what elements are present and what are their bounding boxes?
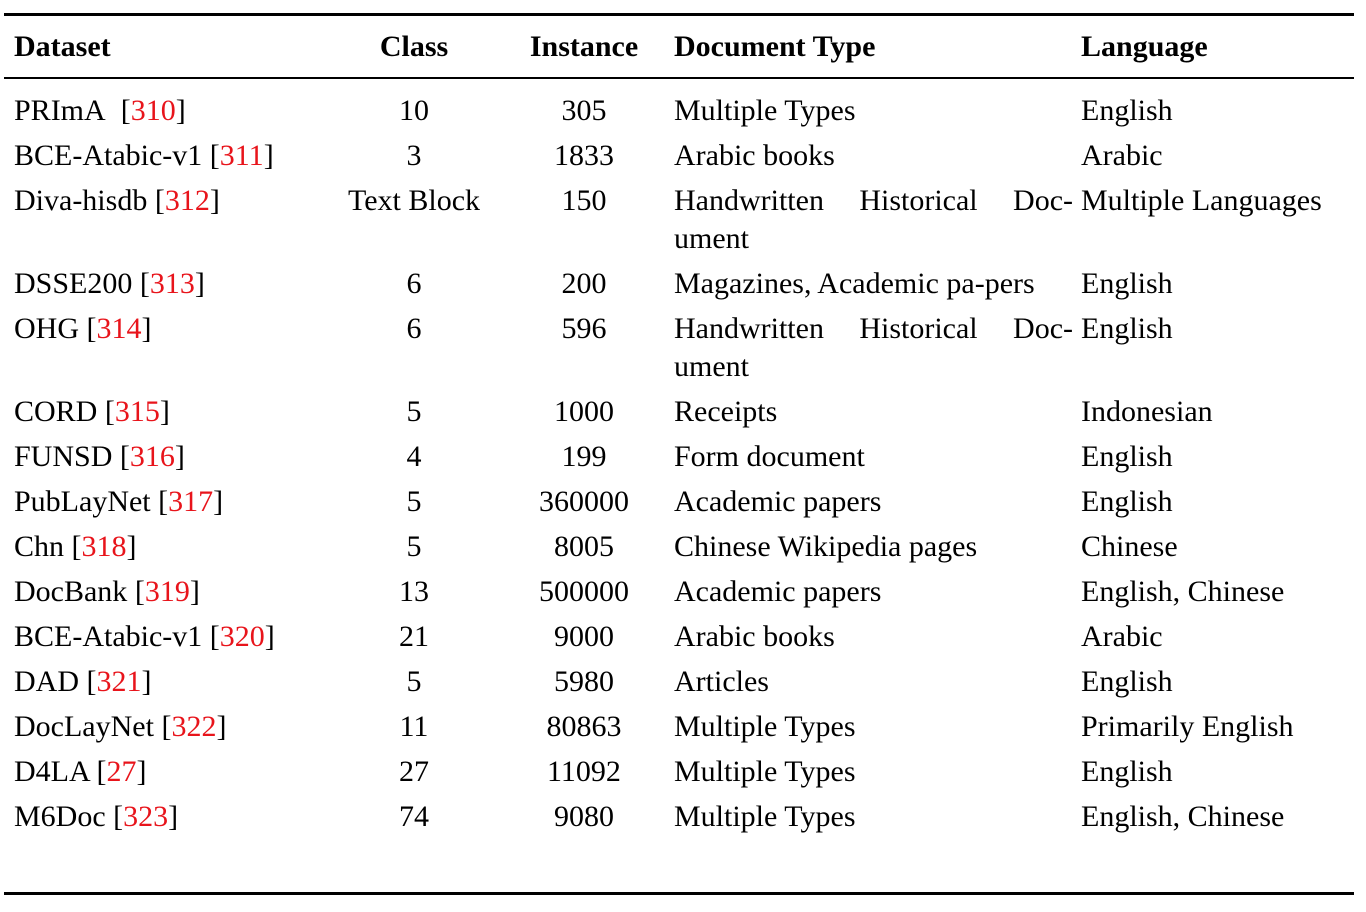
table-row	[0, 573, 1366, 618]
dataset-name: OHG	[14, 312, 79, 345]
instance-cell: 360000	[539, 485, 629, 518]
header-language: Language	[1081, 30, 1208, 63]
instance-cell: 596	[561, 312, 607, 345]
dataset-cell: DAD [321]	[14, 665, 152, 698]
citation-link[interactable]: 318	[81, 530, 127, 563]
table-row	[0, 663, 1366, 708]
citation-link[interactable]: 317	[168, 485, 214, 518]
language-cell: English	[1081, 440, 1173, 473]
instance-cell: 11092	[547, 755, 621, 788]
document-type-cell: Receipts	[674, 395, 778, 428]
table-row	[0, 483, 1366, 528]
table-row	[0, 798, 1366, 843]
dataset-name: DAD	[14, 665, 79, 698]
header-instance: Instance	[529, 30, 639, 63]
language-cell: English	[1081, 755, 1173, 788]
instance-cell: 1000	[554, 395, 614, 428]
citation-link[interactable]: 322	[171, 710, 217, 743]
header-document-type: Document Type	[674, 30, 876, 63]
instance-cell: 305	[561, 94, 607, 127]
class-cell: 6	[406, 267, 422, 300]
document-type-cell: Magazines, Academic pa-pers	[674, 267, 1035, 300]
dataset-cell: FUNSD [316]	[14, 440, 185, 473]
document-type-cell: Academic papers	[674, 485, 882, 518]
citation-link[interactable]: 314	[96, 312, 142, 345]
dataset-cell: BCE-Atabic-v1 [320]	[14, 620, 275, 653]
header-dataset: Dataset	[14, 30, 111, 63]
class-cell: Text Block	[347, 184, 481, 217]
dataset-name: BCE-Atabic-v1	[14, 139, 203, 172]
language-cell: Indonesian	[1081, 395, 1213, 428]
language-cell: Chinese	[1081, 530, 1178, 563]
document-type-cell: Multiple Types	[674, 94, 856, 127]
table-row	[0, 618, 1366, 663]
table-row	[0, 182, 1366, 265]
class-cell: 11	[399, 710, 429, 743]
class-cell: 74	[399, 800, 429, 833]
dataset-name: DocBank	[14, 575, 128, 608]
instance-cell: 9000	[554, 620, 614, 653]
language-cell: Arabic	[1081, 139, 1163, 172]
language-cell: Multiple Languages	[1081, 184, 1322, 217]
instance-cell: 150	[561, 184, 607, 217]
dataset-cell: BCE-Atabic-v1 [311]	[14, 139, 274, 172]
class-cell: 13	[399, 575, 429, 608]
document-type-cell: Arabic books	[674, 139, 835, 172]
dataset-name: CORD	[14, 395, 98, 428]
class-cell: 21	[399, 620, 429, 653]
table-row	[0, 265, 1366, 310]
document-type-cell: Handwritten Historical Doc-ument	[674, 312, 1073, 383]
class-cell: 5	[406, 665, 422, 698]
table-row	[0, 438, 1366, 483]
table-row	[0, 528, 1366, 573]
dataset-cell: Chn [318]	[14, 530, 137, 563]
instance-cell: 9080	[554, 800, 614, 833]
dataset-cell: OHG [314]	[14, 312, 152, 345]
class-cell: 4	[406, 440, 422, 473]
class-cell: 5	[406, 395, 422, 428]
datasets-table	[0, 16, 1366, 843]
citation-link[interactable]: 320	[219, 620, 265, 653]
instance-cell: 5980	[554, 665, 614, 698]
language-cell: Arabic	[1081, 620, 1163, 653]
language-cell: Primarily English	[1081, 710, 1294, 743]
table-row	[0, 137, 1366, 182]
citation-link[interactable]: 311	[219, 139, 264, 172]
language-cell: English	[1081, 665, 1173, 698]
dataset-name: D4LA	[14, 755, 89, 788]
document-type-cell: Chinese Wikipedia pages	[674, 530, 978, 563]
document-type-cell: Multiple Types	[674, 710, 856, 743]
instance-cell: 1833	[554, 139, 614, 172]
dataset-name: Diva-hisdb	[14, 184, 148, 217]
instance-cell: 200	[561, 267, 607, 300]
header-class: Class	[379, 30, 449, 63]
class-cell: 10	[399, 94, 429, 127]
dataset-name: DocLayNet	[14, 710, 154, 743]
instance-cell: 8005	[554, 530, 614, 563]
citation-link[interactable]: 323	[123, 800, 169, 833]
dataset-name: FUNSD	[14, 440, 113, 473]
dataset-name: Chn	[14, 530, 65, 563]
dataset-name: DSSE200	[14, 267, 133, 300]
document-type-cell: Multiple Types	[674, 755, 856, 788]
language-cell: English	[1081, 485, 1173, 518]
citation-link[interactable]: 313	[149, 267, 195, 300]
dataset-cell: CORD [315]	[14, 395, 170, 428]
language-cell: English, Chinese	[1081, 800, 1285, 833]
citation-link[interactable]: 321	[96, 665, 142, 698]
document-type-cell: Form document	[674, 440, 865, 473]
citation-link[interactable]: 315	[114, 395, 160, 428]
table-row	[0, 753, 1366, 798]
instance-cell: 80863	[546, 710, 622, 743]
class-cell: 27	[399, 755, 429, 788]
dataset-cell: PRImA [310]	[14, 94, 186, 127]
class-cell: 5	[406, 530, 422, 563]
dataset-cell: D4LA [27]	[14, 755, 147, 788]
dataset-name: M6Doc	[14, 800, 106, 833]
dataset-cell: DocLayNet [322]	[14, 710, 227, 743]
table-row	[0, 310, 1366, 393]
class-cell: 5	[406, 485, 422, 518]
citation-link[interactable]: 316	[129, 440, 175, 473]
header-row	[0, 16, 1366, 78]
document-type-cell: Academic papers	[674, 575, 882, 608]
instance-cell: 500000	[539, 575, 629, 608]
document-type-cell: Arabic books	[674, 620, 835, 653]
dataset-name: PubLayNet	[14, 485, 151, 518]
class-cell: 3	[406, 139, 422, 172]
dataset-name: BCE-Atabic-v1	[14, 620, 203, 653]
language-cell: English, Chinese	[1081, 575, 1285, 608]
language-cell: English	[1081, 267, 1173, 300]
dataset-cell: DocBank [319]	[14, 575, 200, 608]
table-row	[0, 78, 1366, 137]
class-cell: 6	[406, 312, 422, 345]
dataset-cell: M6Doc [323]	[14, 800, 179, 833]
dataset-cell: Diva-hisdb [312]	[14, 184, 220, 217]
citation-link[interactable]: 310	[130, 94, 176, 127]
document-type-cell: Articles	[674, 665, 769, 698]
table-row	[0, 393, 1366, 438]
instance-cell: 199	[561, 440, 607, 473]
table-bottom-rule	[4, 892, 1354, 895]
table-row	[0, 708, 1366, 753]
document-type-cell: Handwritten Historical Doc-ument	[674, 184, 1073, 255]
dataset-name: PRImA	[14, 94, 106, 127]
citation-link[interactable]: 312	[164, 184, 210, 217]
citation-link[interactable]: 27	[106, 755, 137, 788]
language-cell: English	[1081, 312, 1173, 345]
citation-link[interactable]: 319	[144, 575, 190, 608]
language-cell: English	[1081, 94, 1173, 127]
document-type-cell: Multiple Types	[674, 800, 856, 833]
dataset-cell: DSSE200 [313]	[14, 267, 205, 300]
dataset-cell: PubLayNet [317]	[14, 485, 224, 518]
